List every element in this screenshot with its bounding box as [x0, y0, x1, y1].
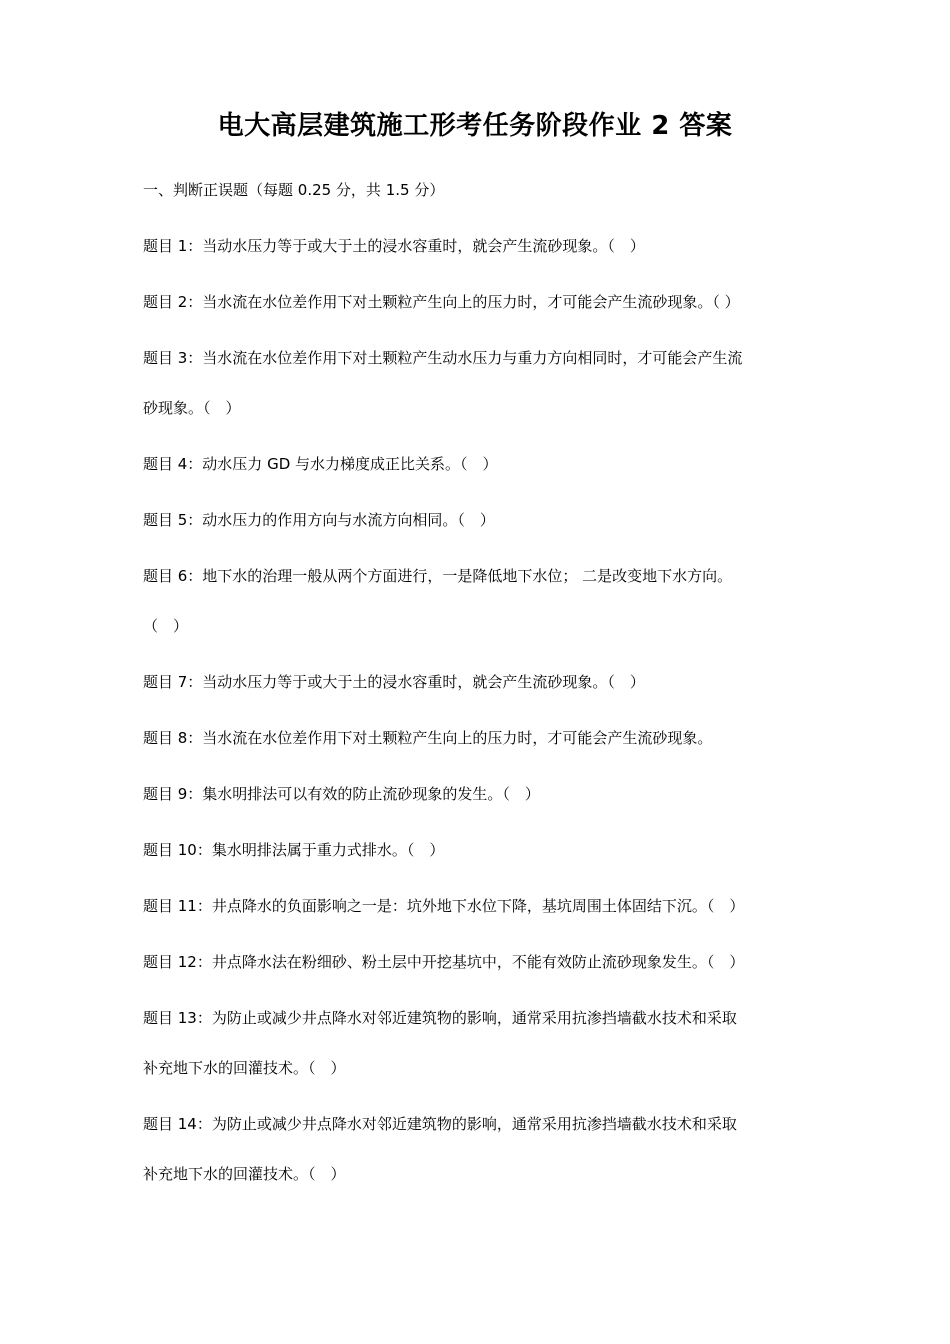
question-item [143, 724, 823, 752]
question-text: 题目 9：集水明排法可以有效的防止流砂现象的发生。（ ） [143, 785, 540, 803]
question-item [143, 668, 823, 696]
question-text-continued: 补充地下水的回灌技术。（ ） [143, 1165, 346, 1183]
question-item [143, 288, 823, 316]
question-item [143, 780, 823, 808]
question-item [143, 232, 823, 260]
question-text: 题目 3：当水流在水位差作用下对土颗粒产生动水压力与重力方向相同时，才可能会产生流 [143, 349, 743, 367]
question-text: 题目 1：当动水压力等于或大于土的浸水容重时，就会产生流砂现象。（ ） [143, 237, 645, 255]
question-text-continued: 砂现象。（ ） [143, 399, 241, 417]
question-item [143, 948, 823, 976]
question-text-continued: （ ） [143, 617, 189, 635]
section-heading: 一、判断正误题（每题 0.25 分，共 1.5 分） [143, 181, 445, 199]
question-text: 题目 12：井点降水法在粉细砂、粉土层中开挖基坑中，不能有效防止流砂现象发生。（ ） [143, 953, 745, 971]
question-text: 题目 6：地下水的治理一般从两个方面进行，一是降低地下水位； 二是改变地下水方向。 [143, 567, 733, 585]
document-title: 电大高层建筑施工形考任务阶段作业 2 答案 [217, 111, 733, 141]
question-item [143, 506, 823, 534]
question-text: 题目 7：当动水压力等于或大于土的浸水容重时，就会产生流砂现象。（ ） [143, 673, 645, 691]
question-item [143, 450, 823, 478]
question-text: 题目 13：为防止或减少井点降水对邻近建筑物的影响，通常采用抗渗挡墙截水技术和采取 [143, 1009, 737, 1027]
question-item [143, 892, 823, 920]
question-text: 题目 2：当水流在水位差作用下对土颗粒产生向上的压力时，才可能会产生流砂现象。（ ） [143, 293, 740, 311]
question-text: 题目 10：集水明排法属于重力式排水。（ ） [143, 841, 445, 859]
question-item [143, 1110, 823, 1188]
question-item [143, 344, 823, 422]
question-text: 题目 14：为防止或减少井点降水对邻近建筑物的影响，通常采用抗渗挡墙截水技术和采取 [143, 1115, 737, 1133]
question-text: 题目 4：动水压力 GD 与水力梯度成正比关系。（ ） [143, 455, 498, 473]
question-text: 题目 8：当水流在水位差作用下对土颗粒产生向上的压力时，才可能会产生流砂现象。 [143, 729, 713, 747]
question-item [143, 562, 823, 640]
question-item [143, 836, 823, 864]
question-text: 题目 11：井点降水的负面影响之一是：坑外地下水位下降，基坑周围土体固结下沉。（ ） [143, 897, 745, 915]
question-text-continued: 补充地下水的回灌技术。（ ） [143, 1059, 346, 1077]
document-body [143, 176, 823, 1216]
question-item [143, 1004, 823, 1082]
question-text: 题目 5：动水压力的作用方向与水流方向相同。（ ） [143, 511, 495, 529]
